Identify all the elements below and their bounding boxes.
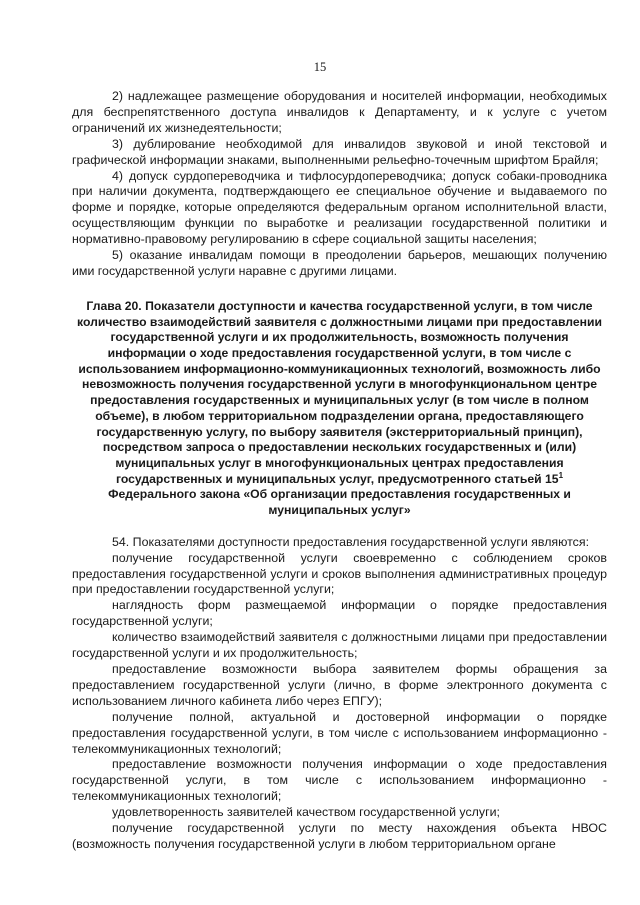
chapter-heading bbox=[72, 299, 607, 519]
section-54-item: получение полной, актуальной и достоверной информации о порядке предоставления государственной услуги, в том числе с использованием информационно - телекоммуникационных технологий; bbox=[72, 709, 607, 756]
list-item: 4) допуск сурдопереводчика и тифлосурдопереводчика; допуск собаки-проводника при наличии документа, подтверждающего ее специальное обучение и выдаваемого по форме и порядке, которые определяются федеральным органом исполнительной власти, осуществляющим функции по выработке и реализации государственной политики и нормативно-правовому регулированию в сфере социальной защиты населения; bbox=[72, 168, 607, 247]
section-54-intro: 54. Показателями доступности предоставления государственной услуги являются: bbox=[112, 534, 590, 549]
section-54-item: удовлетворенность заявителей качеством государственной услуги; bbox=[112, 805, 500, 820]
list-item: 5) оказание инвалидам помощи в преодолении барьеров, мешающих получению ими государственной услуги наравне с другими лицами. bbox=[72, 248, 607, 278]
chapter-title-end: Федерального закона «Об организации предоставления государственных и муниципальных услуг» bbox=[108, 487, 571, 518]
section-54-item: количество взаимодействий заявителя с должностными лицами при предоставлении государственной услуги и их продолжительность; bbox=[72, 630, 607, 661]
section-54-item: предоставление возможности выбора заявителем формы обращения за предоставлением государственной услуги (лично, в форме электронного документа с использованием личного кабинета либо через ЕПГУ); bbox=[72, 661, 607, 708]
chapter-superscript: 1 bbox=[558, 470, 564, 480]
section-54-item: получение государственной услуги своевременно с соблюдением сроков предоставления государственной услуги и сроков выполнения административных процедур при предоставлении государственной услуги; bbox=[72, 550, 607, 597]
section-54-item: получение государственной услуги по месту нахождения объекта НВОС (возможность получения государственной услуги в любом территориальном органе bbox=[72, 821, 607, 851]
section-54-item: наглядность форм размещаемой информации о порядке предоставления государственной услуги; bbox=[72, 598, 607, 629]
list-item: 2) надлежащее размещение оборудования и носителей информации, необходимых для беспрепятственного доступа инвалидов к Департаменту, и к услуге с учетом ограничений их жизнедеятельности; bbox=[72, 89, 607, 135]
chapter-title: Глава 20. Показатели доступности и качества государственной услуги, в том числе количество взаимодействий заявителя с должностными лицами при предоставлении государственной услуги и их продолжительность, возможность получения информации о ходе предоставления государственной услуги, в том числе с использованием информационно-коммуникационных технологий, возможность либо невозможность получения государственной услуги в многофункциональном центре предоставления государственных и муниципальных услуг (в том числе в полном объеме), в любом территориальном подразделении органа, предоставляющего государственную услугу, по выбору заявителя (экстерриториальный принцип), посредством запроса о предоставлении нескольких государственных и (или) муниципальных услуг в многофункциональных центрах предоставления государственных и муниципальных услуг, предусмотренного статьей 15 bbox=[77, 298, 602, 486]
document-body bbox=[72, 89, 607, 853]
list-item: 3) дублирование необходимой для инвалидов звуковой и иной текстовой и графической информации знаками, выполненными рельефно-точечным шрифтом Брайля; bbox=[72, 136, 607, 167]
section-54-item: предоставление возможности получения информации о ходе предоставления государственной услуги, в том числе с использованием информационно - телекоммуникационных технологий; bbox=[72, 757, 607, 804]
page-number: 15 bbox=[313, 60, 327, 74]
